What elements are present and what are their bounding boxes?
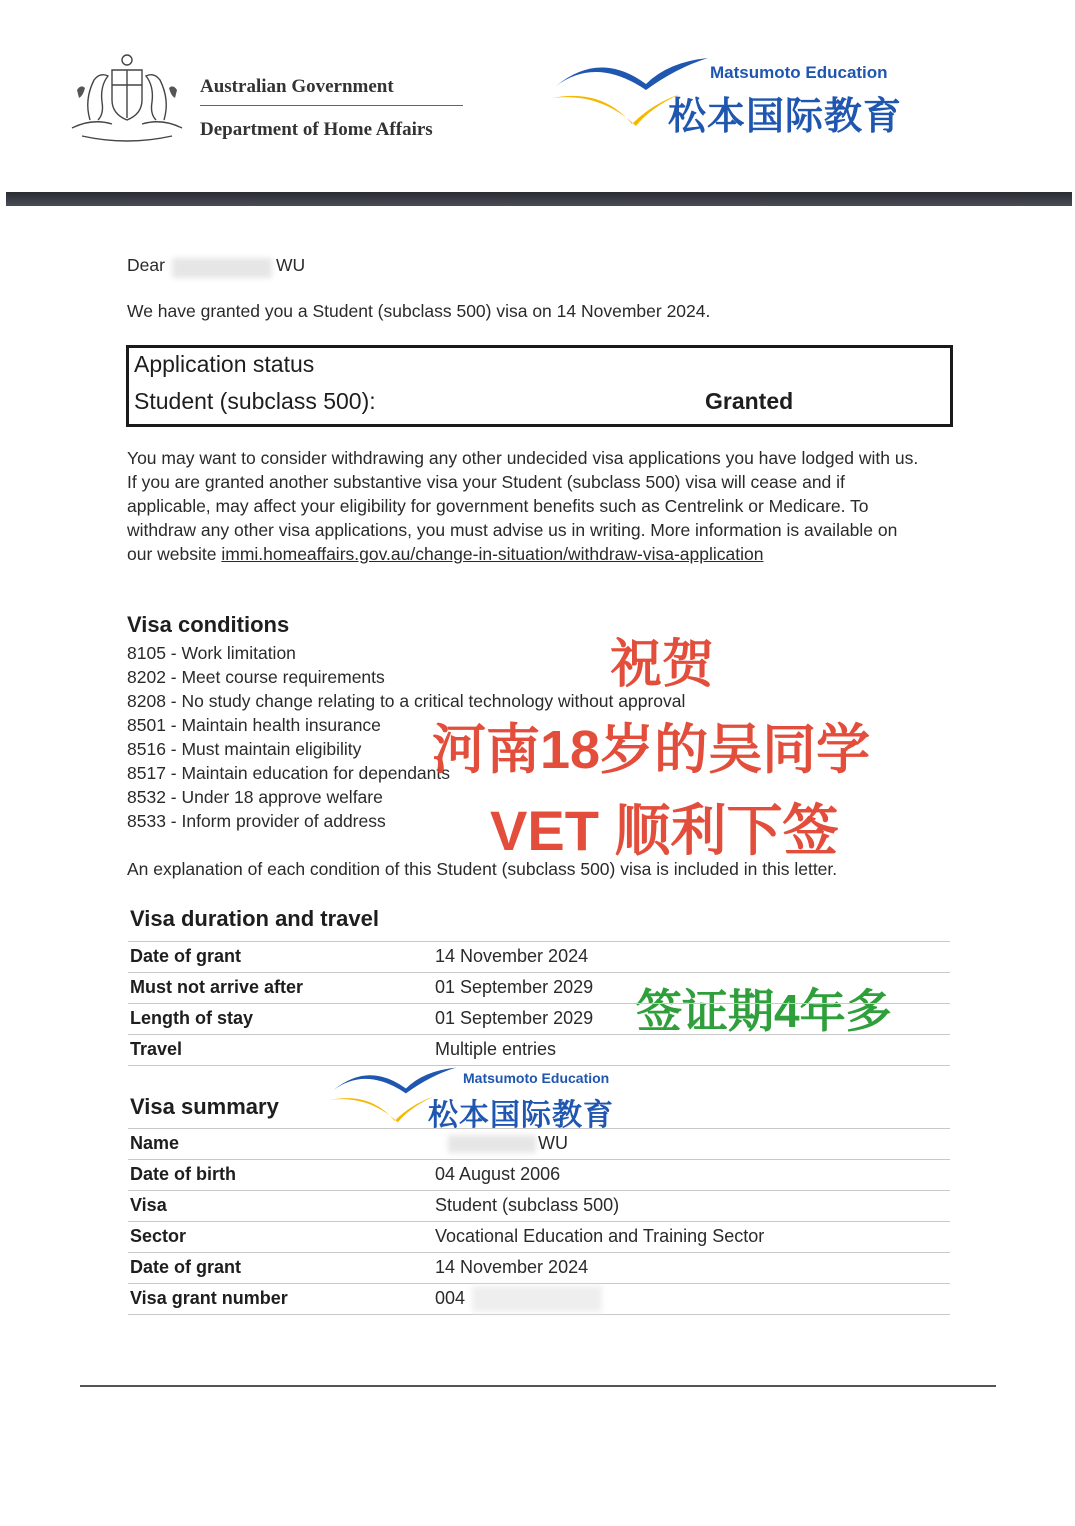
condition-item: 8202 - Meet course requirements — [127, 667, 385, 687]
condition-item: 8105 - Work limitation — [127, 643, 296, 663]
gov-title: Australian Government — [200, 76, 394, 97]
duration-row — [128, 973, 950, 1004]
row-key: Travel — [130, 1039, 183, 1059]
row-value: 14 November 2024 — [435, 1257, 589, 1277]
status-value: Granted — [705, 388, 794, 414]
redacted-name — [448, 1135, 536, 1153]
gov-department: Department of Home Affairs — [200, 119, 433, 140]
overlay-validity: 签证期4年多 — [636, 985, 892, 1037]
overlay-congrats: 祝贺 — [610, 636, 715, 694]
row-value: Vocational Education and Training Sector — [435, 1226, 765, 1246]
overlay-student: 河南18岁的吴同学 — [432, 720, 871, 780]
summary-row — [128, 1129, 950, 1160]
row-key: Name — [130, 1133, 180, 1153]
agency-name-cn: 松本国际教育 — [668, 96, 903, 138]
condition-item: 8208 - No study change relating to a critical technology without approval — [127, 691, 686, 711]
condition-item: 8533 - Inform provider of address — [127, 811, 386, 831]
redacted-name — [172, 258, 272, 278]
condition-item: 8532 - Under 18 approve welfare — [127, 787, 383, 807]
summary-row — [128, 1191, 950, 1222]
withdraw-notice-text: You may want to consider withdrawing any other undecided visa applications you have lodged with us. If you are granted another substantive visa your Student (subclass 500) visa will cease and if applicable, may affect your eligibility for government benefits such as Centrelink or Medicare. To withdraw any other visa applications, you must advise us in writing. More information is available on our website — [127, 448, 919, 564]
status-heading: Application status — [134, 351, 315, 377]
summary-row — [128, 1222, 950, 1253]
duration-row — [128, 1004, 950, 1035]
row-value: 14 November 2024 — [435, 946, 589, 966]
row-key: Date of grant — [130, 1257, 242, 1277]
watermark-name-en: Matsumoto Education — [463, 1070, 610, 1086]
conditions-explanation: An explanation of each condition of this Student (subclass 500) visa is included in this letter. — [127, 859, 838, 879]
row-key: Length of stay — [130, 1008, 254, 1028]
row-key: Date of grant — [130, 946, 242, 966]
duration-heading: Visa duration and travel — [130, 906, 380, 931]
summary-row — [128, 1160, 950, 1191]
row-key: Sector — [130, 1226, 187, 1246]
summary-row — [128, 1284, 950, 1315]
header-bar — [6, 192, 1072, 206]
row-key: Must not arrive after — [130, 977, 304, 997]
salutation-prefix: Dear — [127, 255, 165, 275]
row-value: Multiple entries — [435, 1039, 557, 1059]
withdraw-notice — [127, 446, 927, 566]
row-value: 04 August 2006 — [435, 1164, 561, 1184]
row-value: 004 — [435, 1288, 466, 1308]
row-key: Visa grant number — [130, 1288, 288, 1308]
footer-divider — [80, 1385, 996, 1387]
summary-heading: Visa summary — [130, 1094, 279, 1119]
row-key: Visa — [130, 1195, 167, 1215]
coat-of-arms-icon — [62, 50, 192, 142]
row-value: 01 September 2029 — [435, 1008, 594, 1028]
agency-name-en: Matsumoto Education — [710, 63, 888, 82]
overlay-vet: VET 顺利下签 — [490, 799, 839, 862]
summary-row — [128, 1253, 950, 1284]
row-value: 01 September 2029 — [435, 977, 594, 997]
conditions-heading: Visa conditions — [127, 612, 290, 637]
watermark-name-cn: 松本国际教育 — [428, 1099, 614, 1132]
grant-intro: We have granted you a Student (subclass 500) visa on 14 November 2024. — [127, 301, 711, 321]
condition-item: 8516 - Must maintain eligibility — [127, 739, 362, 759]
duration-row — [128, 1035, 950, 1066]
salutation-name: WU — [276, 255, 306, 275]
application-status-box — [126, 345, 953, 427]
row-value: WU — [538, 1133, 568, 1153]
row-value: Student (subclass 500) — [435, 1195, 620, 1215]
header-divider — [200, 105, 463, 106]
status-label: Student (subclass 500): — [134, 388, 376, 414]
condition-item: 8501 - Maintain health insurance — [127, 715, 381, 735]
redacted-grant-number — [472, 1286, 602, 1312]
duration-row — [128, 942, 950, 973]
withdraw-info-link[interactable]: immi.homeaffairs.gov.au/change-in-situation/withdraw-visa-application — [221, 544, 764, 564]
row-key: Date of birth — [130, 1164, 236, 1184]
condition-item: 8517 - Maintain education for dependants — [127, 763, 451, 783]
